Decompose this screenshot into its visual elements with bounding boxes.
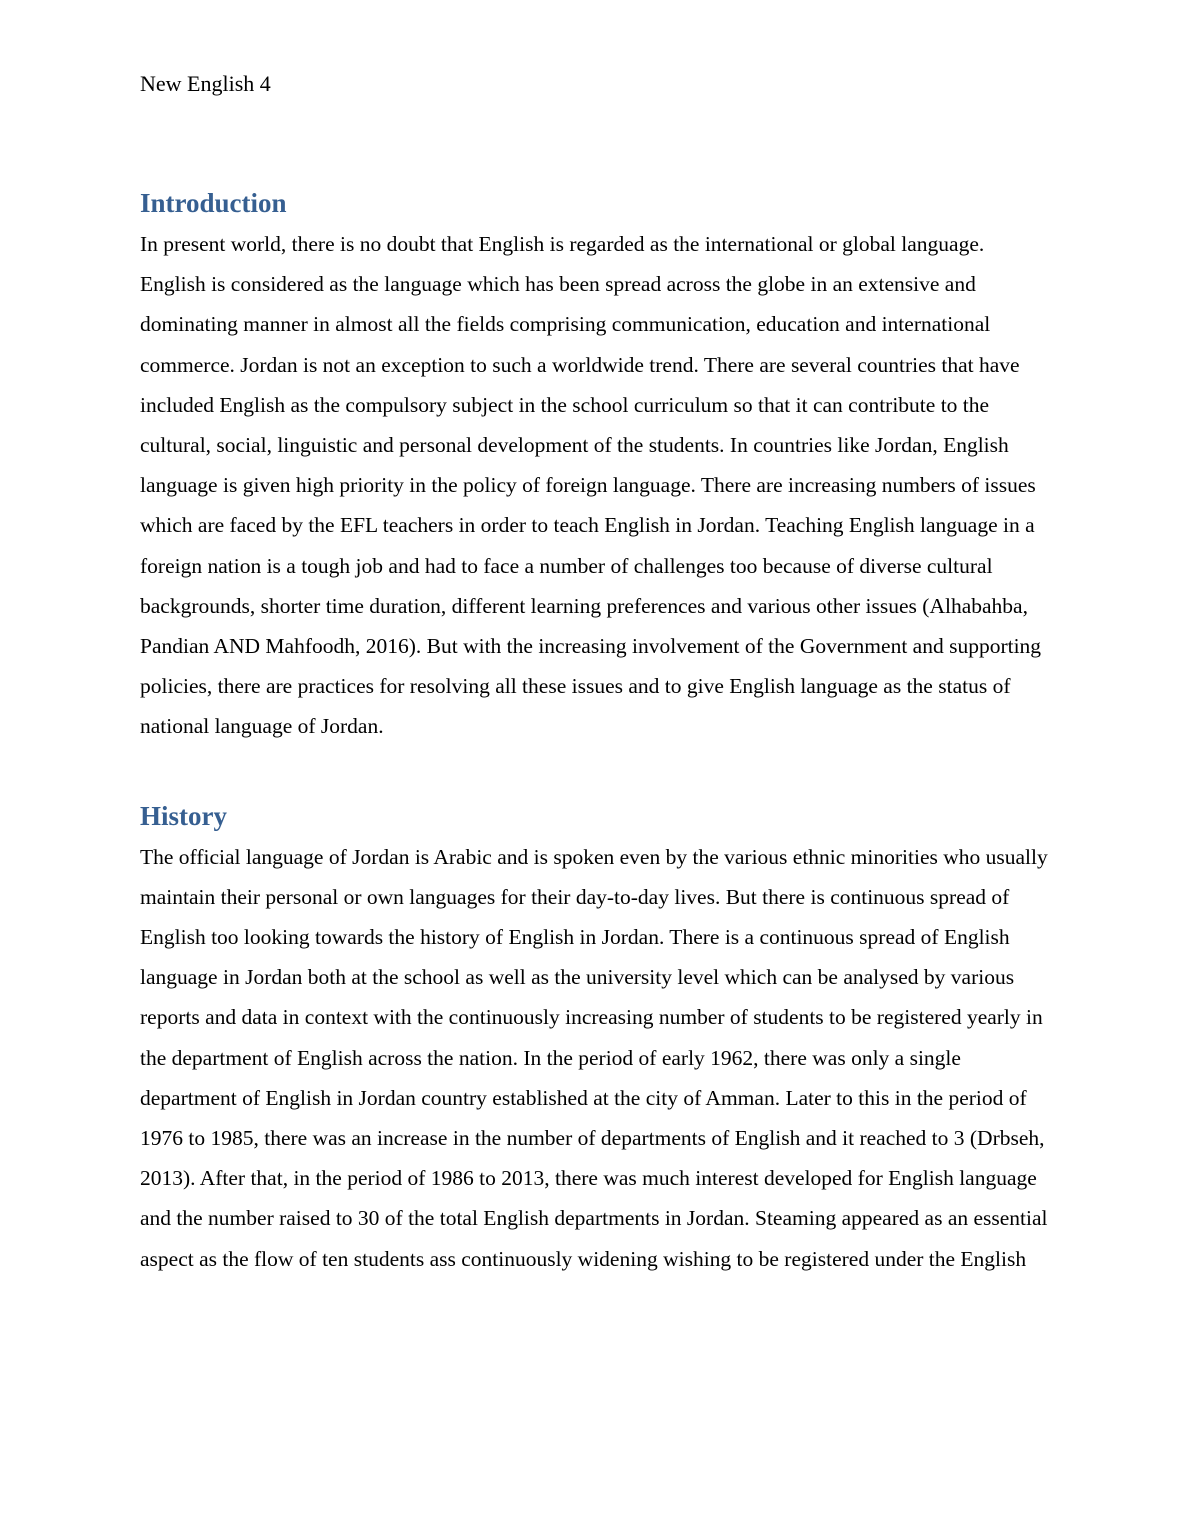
section-history xyxy=(140,799,1052,1279)
document-content xyxy=(140,186,1052,1279)
section-body-introduction: In present world, there is no doubt that English is regarded as the international or global language. English is considered as the language which has been spread across the globe in an extensive and dominating manner in almost all the fields comprising communication, education and international commerce. Jordan is not an exception to such a worldwide trend. There are several countries that have included English as the compulsory subject in the school curriculum so that it can contribute to the cultural, social, linguistic and personal development of the students. In countries like Jordan, English language is given high priority in the policy of foreign language. There are increasing numbers of issues which are faced by the EFL teachers in order to teach English in Jordan. Teaching English language in a foreign nation is a tough job and had to face a number of challenges too because of diverse cultural backgrounds, shorter time duration, different learning preferences and various other issues (Alhabahba, Pandian AND Mahfoodh, 2016). But with the increasing involvement of the Government and supporting policies, there are practices for resolving all these issues and to give English language as the status of national language of Jordan. xyxy=(140,232,1042,739)
section-heading-history: History xyxy=(140,800,227,831)
section-body-history: The official language of Jordan is Arabic and is spoken even by the various ethnic minorities who usually maintain their personal or own languages for their day-to-day lives. But there is continuous spread of English too looking towards the history of English in Jordan. There is a continuous spread of English language in Jordan both at the school as well as the university level which can be analysed by various reports and data in context with the continuously increasing number of students to be registered yearly in the department of English across the nation. In the period of early 1962, there was only a single department of English in Jordan country established at the city of Amman. Later to this in the period of 1976 to 1985, there was an increase in the number of departments of English and it reached to 3 (Drbseh, 2013). After that, in the period of 1986 to 2013, there was much interest developed for English language and the number raised to 30 of the total English departments in Jordan. Steaming appeared as an essential aspect as the flow of ten students ass continuously widening wishing to be registered under the English xyxy=(140,844,1048,1271)
section-heading-introduction: Introduction xyxy=(140,188,287,218)
section-spacer xyxy=(140,747,1052,799)
running-header: New English 4 xyxy=(140,71,271,96)
section-introduction xyxy=(140,186,1052,747)
